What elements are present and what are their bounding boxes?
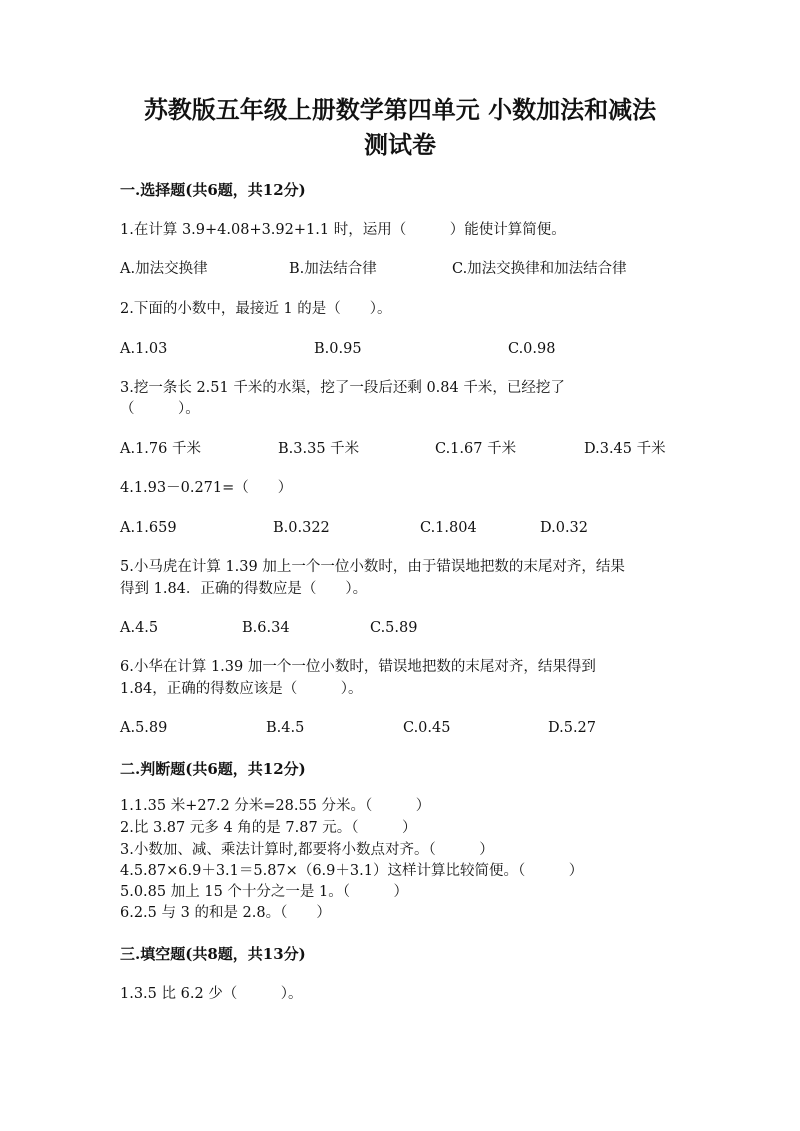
judge-item: 1.1.35 米+27.2 分米=28.55 分米。（ ） (120, 798, 431, 814)
question-option: A.4.5 (120, 620, 159, 636)
question-option: D.3.45 千米 (584, 441, 666, 457)
question-text: 4.1.93－0.271=（ ） (120, 480, 293, 496)
question-option: B.0.95 (314, 341, 362, 357)
judge-item: 3.小数加、减、乘法计算时,都要将小数点对齐。（ ） (120, 842, 494, 858)
judge-item: 5.0.85 加上 15 个十分之一是 1。（ ） (120, 884, 408, 900)
judge-item: 6.2.5 与 3 的和是 2.8。（ ） (120, 905, 331, 921)
question-text: 6.小华在计算 1.39 加一个一位小数时，错误地把数的末尾对齐，结果得到 (120, 659, 596, 675)
question-text: 5.小马虎在计算 1.39 加上一个一位小数时，由于错误地把数的末尾对齐，结果 (120, 559, 625, 575)
judge-item: 2.比 3.87 元多 4 角的是 7.87 元。（ ） (120, 820, 417, 836)
question-option: A.1.659 (120, 520, 177, 536)
question-text-continued: 得到 1.84．正确的得数应是（ ）。 (120, 581, 368, 597)
question-text-continued: 1.84，正确的得数应该是（ ）。 (120, 681, 363, 697)
question-option: A.加法交换律 (120, 261, 208, 277)
question-option: B.3.35 千米 (278, 441, 360, 457)
section-heading-judge: 二.判断题(共6题，共12分) (120, 760, 306, 778)
question-option: C.5.89 (370, 620, 418, 636)
question-option: C.1.804 (420, 520, 477, 536)
question-option: C.加法交换律和加法结合律 (452, 261, 627, 277)
section-heading-choice: 一.选择题(共6题，共12分) (120, 181, 306, 199)
question-option: B.4.5 (266, 720, 305, 736)
question-option: D.0.32 (540, 520, 589, 536)
page-title-line2: 测试卷 (364, 130, 436, 159)
question-option: B.6.34 (242, 620, 290, 636)
question-option: B.0.322 (273, 520, 330, 536)
fill-item: 1.3.5 比 6.2 少（ ）。 (120, 986, 303, 1002)
question-option: D.5.27 (548, 720, 597, 736)
question-option: B.加法结合律 (289, 261, 377, 277)
question-option: C.0.98 (508, 341, 556, 357)
judge-item: 4.5.87×6.9＋3.1＝5.87×（6.9＋3.1）这样计算比较简便。（ ） (120, 863, 584, 879)
question-text: 1.在计算 3.9+4.08+3.92+1.1 时，运用（ ）能使计算简便。 (120, 222, 566, 238)
question-text: 2.下面的小数中，最接近 1 的是（ ）。 (120, 301, 392, 317)
question-text: 3.挖一条长 2.51 千米的水渠，挖了一段后还剩 0.84 千米，已经挖了 (120, 380, 565, 396)
question-option: C.1.67 千米 (435, 441, 517, 457)
question-option: C.0.45 (403, 720, 451, 736)
question-option: A.5.89 (120, 720, 168, 736)
question-option: A.1.76 千米 (120, 441, 201, 457)
question-text-continued: （ ）。 (120, 401, 200, 417)
question-option: A.1.03 (120, 341, 168, 357)
section-heading-fill: 三.填空题(共8题，共13分) (120, 945, 306, 963)
page-title: 苏教版五年级上册数学第四单元 小数加法和减法 (143, 95, 657, 124)
